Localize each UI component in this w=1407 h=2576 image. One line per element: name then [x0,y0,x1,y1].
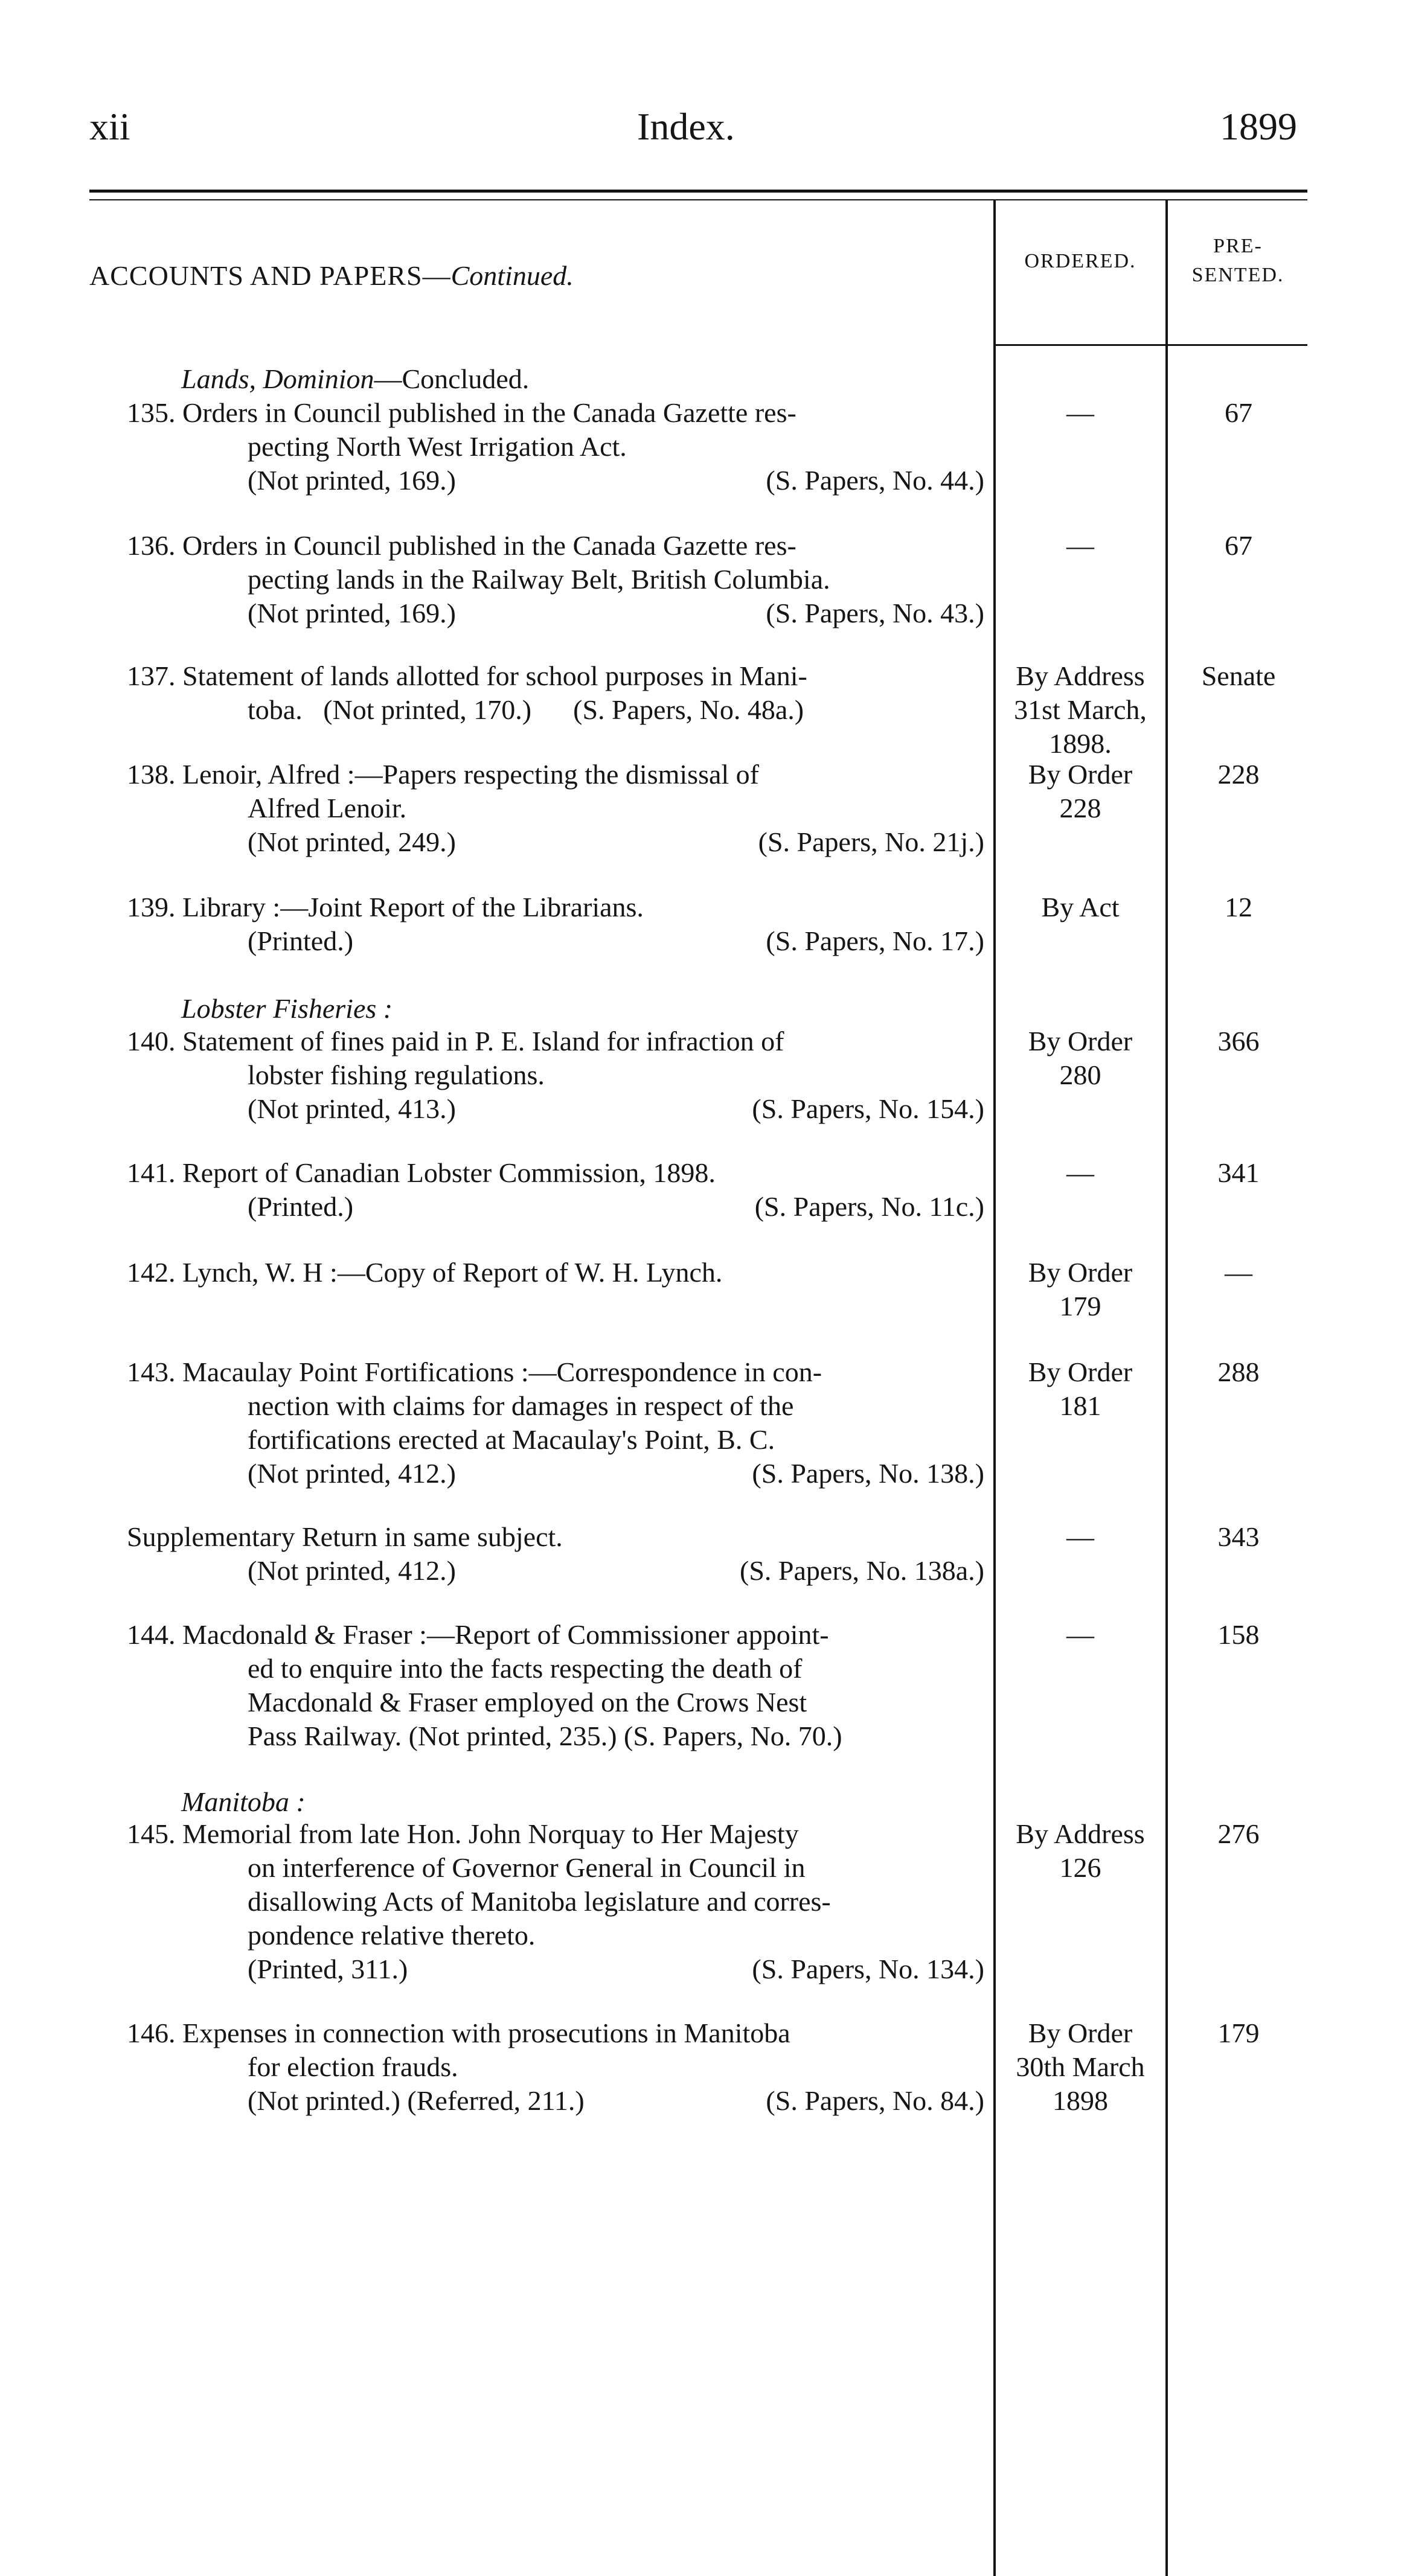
running-title: Index. [637,105,735,148]
ordered-135: — [1066,397,1094,428]
ordered-144: — [1066,1619,1094,1650]
subhead-manitoba: Manitoba : [181,1786,306,1817]
presented-145: 276 [1217,1818,1260,1849]
presented-138: 228 [1217,759,1260,790]
presented-136: 67 [1225,530,1252,561]
entry-138: 138. Lenoir, Alfred :—Papers respecting the dismissal of Alfred Lenoir. (Not printed, 249.) (S. Papers, No. 21j.) [127,759,984,857]
entry-140: 140. Statement of fines paid in P. E. Island for infraction of lobster fishing regulations. (Not printed, 413.) (S. Papers, No. 154.) [127,1026,984,1124]
ordered-136: — [1066,530,1094,561]
entry-146: 146. Expenses in connection with prosecutions in Manitoba for election frauds. (Not printed.) (Referred, 211.) (S. Papers, No. 84.) [127,2018,984,2116]
entry-135: 135. Orders in Council published in the Canada Gazette res- pecting North West Irrigation Act. (Not printed, 169.) (S. Papers, No. 44.) [127,397,984,496]
presented-137: Senate [1201,660,1276,691]
subhead-lands: Lands, Dominion—Concluded. [181,363,530,394]
header-underline [995,344,1307,346]
ordered-supplementary: — [1066,1521,1094,1552]
presented-140: 366 [1217,1026,1260,1056]
presented-143: 288 [1217,1357,1260,1387]
ordered-142: By Order 179 [1028,1257,1133,1322]
subhead-lobster: Lobster Fisheries : [181,993,393,1024]
presented-142: — [1225,1257,1252,1288]
year: 1899 [1220,105,1297,148]
entry-142: 142. Lynch, W. H :—Copy of Report of W. H. Lynch. [127,1257,723,1288]
entry-supplementary: Supplementary Return in same subject. (Not printed, 412.) (S. Papers, No. 138a.) [127,1521,984,1586]
section-title: ACCOUNTS AND PAPERS—Continued. [89,260,574,291]
ordered-145: By Address 126 [1016,1818,1145,1883]
column-head-ordered: ORDERED. [1024,250,1136,272]
ordered-137: By Address 31st March, 1898. [1014,660,1147,759]
ordered-141: — [1066,1157,1094,1188]
entry-144: 144. Macdonald & Fraser :—Report of Commissioner appoint- ed to enquire into the facts respecting the death of Macdonald & Fraser employed on the Crows Nest Pass Railway. (Not printed, 235.) (S. Papers, No. 70.) [127,1619,842,1751]
presented-146: 179 [1217,2018,1260,2048]
top-rule-thin [89,199,1307,200]
ordered-143: By Order 181 [1028,1357,1133,1421]
column-divider-left [993,200,996,2576]
ordered-138: By Order 228 [1028,759,1133,823]
entry-145: 145. Memorial from late Hon. John Norquay to Her Majesty on interference of Governor General in Council in disallowing Acts of Manitoba legislature and corres- pondence relative thereto. (Printed, 311.) (S. Papers, No. 134.) [127,1818,984,1984]
ordered-139: By Act [1041,892,1120,922]
presented-141: 341 [1217,1157,1260,1188]
ordered-146: By Order 30th March 1898 [1016,2018,1145,2116]
entry-143: 143. Macaulay Point Fortifications :—Correspondence in con- nection with claims for damages in respect of the fortifications erected at Macaulay's Point, B. C. (Not printed, 412.) (S. Papers, No. 138.) [127,1357,984,1489]
top-rule [89,190,1307,193]
entry-141: 141. Report of Canadian Lobster Commission, 1898. (Printed.) (S. Papers, No. 11c.) [127,1157,984,1222]
presented-139: 12 [1225,892,1252,922]
page-number: xii [89,105,130,148]
column-head-presented: PRE- SENTED. [1191,235,1284,286]
presented-135: 67 [1225,397,1252,428]
entry-139: 139. Library :—Joint Report of the Librarians. (Printed.) (S. Papers, No. 17.) [127,892,984,956]
entry-137: 137. Statement of lands allotted for school purposes in Mani- toba. (Not printed, 170.) (S. Papers, No. 48a.) [127,660,807,725]
entry-136: 136. Orders in Council published in the Canada Gazette res- pecting lands in the Railway Belt, British Columbia. (Not printed, 169.) (S. Papers, No. 43.) [127,530,984,628]
ordered-140: By Order 280 [1028,1026,1133,1090]
presented-144: 158 [1217,1619,1260,1650]
column-divider-right [1165,200,1168,2576]
presented-supplementary: 343 [1217,1521,1260,1552]
